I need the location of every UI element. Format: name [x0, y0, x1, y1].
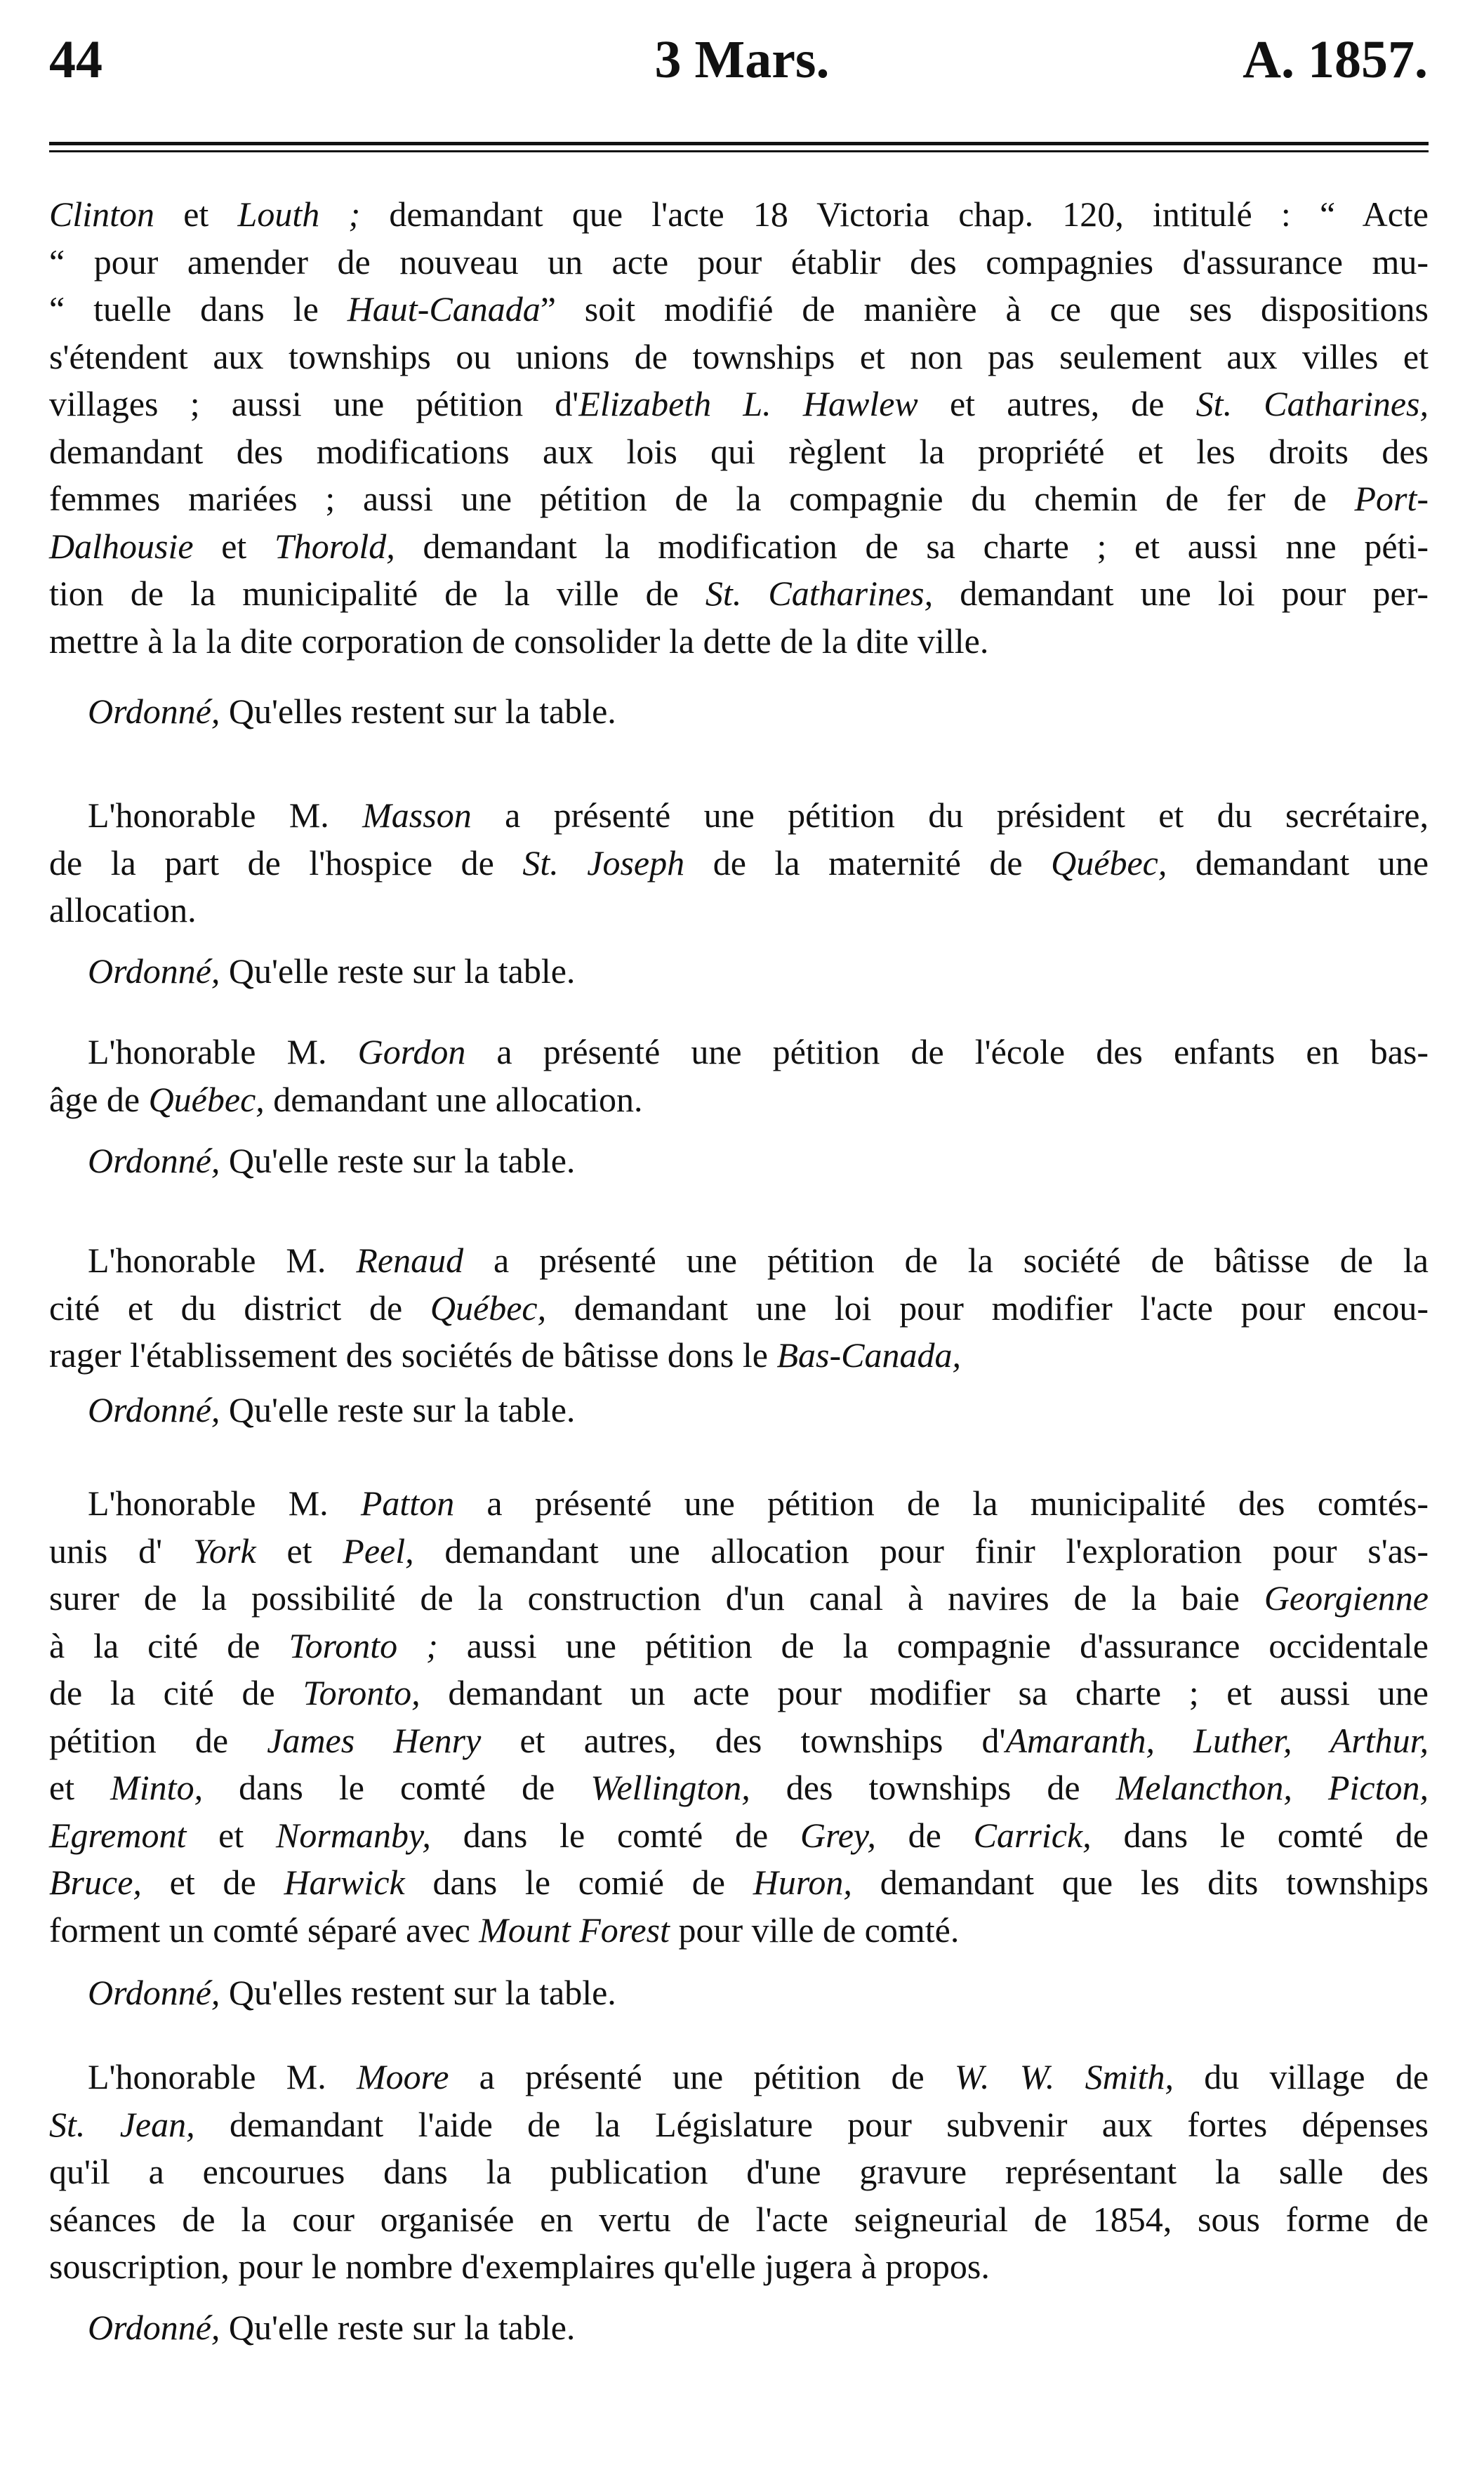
italic-text: Georgienne — [1264, 1578, 1429, 1618]
text-run: Qu'elles restent sur la table. — [220, 692, 616, 731]
text-run: forment un comté séparé avec — [49, 1910, 479, 1950]
text-run: a présenté une pétition de la municipalité des comtés- — [454, 1483, 1429, 1523]
italic-text: Dalhousie — [49, 526, 194, 566]
text-run: âge de — [49, 1079, 149, 1119]
text-run: demandant que l'acte 18 Victoria chap. 120, intitulé : “ Acte — [360, 194, 1429, 234]
text-line — [49, 475, 1429, 523]
text-run: demandant une — [1167, 842, 1429, 883]
text-run: qu'il a encourues dans la publication d'une gravure représentant la salle des — [49, 2152, 1429, 2191]
text-line — [49, 1528, 1429, 1575]
petition-paragraph — [49, 792, 1429, 934]
text-run: à la cité de — [49, 1625, 289, 1665]
text-line — [49, 1480, 1429, 1528]
text-run: dans le comté de — [430, 1815, 800, 1855]
italic-text: Amaranth, Luther, Arthur, — [1005, 1720, 1429, 1760]
text-run: du village de — [1173, 2057, 1429, 2096]
italic-text: Québec, — [148, 1079, 265, 1119]
italic-text: Toronto ; — [289, 1625, 438, 1665]
italic-text: St. Catharines, — [705, 574, 934, 613]
text-line — [49, 1332, 1429, 1380]
text-run: a présenté une pétition de la société de bâtisse de la — [463, 1241, 1429, 1280]
text-run: a présenté une pétition de l'école des enfants en bas- — [465, 1032, 1429, 1071]
text-line — [49, 792, 1429, 840]
text-line — [49, 381, 1429, 428]
text-line — [49, 2243, 1429, 2291]
text-run: ” soit modifié de manière à ce que ses dispositions — [540, 289, 1429, 329]
ordonne-line — [88, 688, 616, 736]
petition-paragraph — [49, 1237, 1429, 1380]
italic-text: Ordonné, — [88, 1390, 220, 1429]
page-number: 44 — [49, 30, 102, 89]
text-line — [49, 523, 1429, 571]
italic-text: St. Jean, — [49, 2104, 195, 2144]
page-date: 3 Mars. — [654, 30, 830, 89]
text-run: Qu'elles restent sur la table. — [220, 1973, 616, 2012]
text-line — [49, 1859, 1429, 1907]
italic-text: Grey, — [800, 1815, 876, 1855]
italic-text: Bas-Canada, — [776, 1335, 961, 1375]
header-rule-thin — [49, 150, 1429, 152]
text-run: demandant une loi pour per- — [933, 574, 1429, 613]
text-run: villages ; aussi une pétition d' — [49, 384, 579, 423]
text-run: demandant des modifications aux lois qui règlent la propriété et les droits des — [49, 431, 1429, 471]
text-run: surer de la possibilité de la construction d'un canal à navires de la baie — [49, 1578, 1264, 1618]
text-line — [49, 1237, 1429, 1285]
text-run: unis d' — [49, 1531, 193, 1571]
text-run: et autres, de — [917, 384, 1196, 423]
italic-text: York — [192, 1531, 256, 1571]
text-run: Qu'elle reste sur la table. — [220, 1390, 576, 1429]
text-line — [49, 2101, 1429, 2149]
italic-text: Melancthon, Picton, — [1115, 1768, 1429, 1807]
text-run: rager l'établissement des sociétés de bâtisse dons le — [49, 1335, 777, 1375]
text-run: et — [256, 1531, 343, 1571]
italic-text: W. W. Smith, — [954, 2057, 1174, 2096]
text-line — [49, 2148, 1429, 2196]
text-run: et de — [141, 1863, 284, 1902]
text-run: demandant un acte pour modifier sa charte ; et aussi une — [420, 1673, 1429, 1712]
italic-text: Ordonné, — [88, 951, 220, 991]
text-run: demandant la modification de sa charte ; et aussi nne péti- — [395, 526, 1429, 566]
italic-text: Moore — [356, 2057, 449, 2096]
italic-text: Port- — [1354, 479, 1429, 518]
ordonne-line — [88, 1387, 575, 1434]
ordonne-line — [88, 2304, 575, 2352]
italic-text: Ordonné, — [88, 1141, 220, 1180]
text-line — [49, 1670, 1429, 1717]
text-run: cité et du district de — [49, 1288, 430, 1328]
petition-paragraph — [49, 1029, 1429, 1123]
text-line — [49, 1717, 1429, 1765]
text-line — [49, 2054, 1429, 2101]
text-run: L'honorable M. — [88, 1032, 358, 1071]
text-run: “ pour amender de nouveau un acte pour établir des compagnies d'assurance mu- — [49, 242, 1429, 282]
text-run: et — [193, 526, 274, 566]
text-line — [49, 840, 1429, 887]
italic-text: Clinton — [49, 194, 155, 234]
text-line — [49, 333, 1429, 381]
petition-paragraph — [49, 2054, 1429, 2291]
text-line — [49, 2196, 1429, 2244]
text-run: aussi une pétition de la compagnie d'assurance occidentale — [437, 1625, 1429, 1665]
text-run: Qu'elle reste sur la table. — [220, 2308, 576, 2347]
petition-paragraph — [49, 1480, 1429, 1954]
text-line — [49, 887, 1429, 934]
italic-text: Patton — [360, 1483, 455, 1523]
text-run: “ tuelle dans le — [49, 289, 347, 329]
text-run: pétition de — [49, 1720, 267, 1760]
text-run: Qu'elle reste sur la table. — [220, 1141, 576, 1180]
text-run: et — [154, 194, 238, 234]
italic-text: St. Joseph — [522, 842, 685, 883]
text-line — [49, 1285, 1429, 1333]
text-run: séances de la cour organisée en vertu de l'acte seigneurial de 1854, sous forme de — [49, 2199, 1429, 2239]
text-run: de — [875, 1815, 974, 1855]
text-run: et — [49, 1768, 111, 1807]
text-run: et autres, des townships d' — [481, 1720, 1006, 1760]
italic-text: Louth ; — [237, 194, 361, 234]
italic-text: Ordonné, — [88, 1973, 220, 2012]
text-line — [49, 191, 1429, 239]
text-run: mettre à la la dite corporation de consolider la dette de la dite ville. — [49, 621, 989, 661]
text-run: dans le comté de — [203, 1768, 591, 1807]
text-line — [49, 618, 1429, 666]
text-run: dans le comié de — [404, 1863, 753, 1902]
italic-text: Ordonné, — [88, 692, 220, 731]
text-line — [49, 1907, 1429, 1955]
text-line — [49, 428, 1429, 476]
text-run: a présenté une pétition de — [449, 2057, 955, 2096]
text-line — [49, 1812, 1429, 1860]
italic-text: Thorold, — [274, 526, 395, 566]
text-line — [49, 1623, 1429, 1670]
italic-text: Québec, — [1051, 842, 1167, 883]
petition-paragraph — [49, 191, 1429, 665]
text-line — [49, 1764, 1429, 1812]
text-run: a présenté une pétition du président et du secrétaire, — [471, 795, 1429, 835]
text-run: et — [186, 1815, 277, 1855]
italic-text: Huron, — [753, 1863, 852, 1902]
italic-text: Haut-Canada — [347, 289, 541, 329]
text-run: demandant une allocation. — [264, 1079, 643, 1119]
text-line — [49, 570, 1429, 618]
text-run: dans le comté de — [1091, 1815, 1429, 1855]
text-run: des townships de — [750, 1768, 1116, 1807]
text-run: demandant que les dits townships — [852, 1863, 1429, 1902]
text-run: s'étendent aux townships ou unions de townships et non pas seulement aux villes et — [49, 336, 1429, 376]
ordonne-line — [88, 1137, 575, 1185]
italic-text: Peel, — [343, 1531, 414, 1571]
italic-text: Harwick — [284, 1863, 405, 1902]
text-run: de la maternité de — [684, 842, 1052, 883]
italic-text: Wellington, — [590, 1768, 750, 1807]
header-rule-thick — [49, 142, 1429, 145]
ordonne-line — [88, 948, 575, 996]
italic-text: Renaud — [356, 1241, 464, 1280]
text-line — [49, 1575, 1429, 1623]
text-run: demandant l'aide de la Législature pour subvenir aux fortes dépenses — [194, 2104, 1429, 2144]
italic-text: Egremont — [49, 1815, 187, 1855]
text-run: de la part de l'hospice de — [49, 842, 523, 883]
italic-text: Toronto, — [303, 1673, 420, 1712]
ordonne-line — [88, 1969, 616, 2017]
italic-text: James Henry — [267, 1720, 482, 1760]
text-run: allocation. — [49, 890, 197, 930]
text-run: souscription, pour le nombre d'exemplaires qu'elle jugera à propos. — [49, 2247, 990, 2286]
text-line — [49, 239, 1429, 286]
text-line — [49, 286, 1429, 333]
italic-text: Gordon — [357, 1032, 466, 1071]
text-run: demandant une loi pour modifier l'acte pour encou- — [546, 1288, 1429, 1328]
text-run: femmes mariées ; aussi une pétition de la compagnie du chemin de fer de — [49, 479, 1355, 518]
page-year: A. 1857. — [1243, 30, 1428, 89]
italic-text: Québec, — [430, 1288, 547, 1328]
text-run: de la cité de — [49, 1673, 303, 1712]
italic-text: Elizabeth L. Hawlew — [578, 384, 918, 423]
italic-text: Masson — [362, 795, 472, 835]
italic-text: Normanby, — [276, 1815, 431, 1855]
italic-text: Bruce, — [49, 1863, 142, 1902]
text-run: L'honorable M. — [88, 1483, 361, 1523]
text-run: pour ville de comté. — [669, 1910, 960, 1950]
italic-text: Minto, — [110, 1768, 204, 1807]
text-line — [49, 1029, 1429, 1076]
italic-text: Ordonné, — [88, 2308, 220, 2347]
text-run: L'honorable M. — [88, 2057, 357, 2096]
italic-text: Mount Forest — [479, 1910, 670, 1950]
text-line — [49, 1076, 1429, 1124]
italic-text: Carrick, — [973, 1815, 1092, 1855]
text-run: tion de la municipalité de la ville de — [49, 574, 705, 613]
text-run: L'honorable M. — [88, 1241, 357, 1280]
text-run: demandant une allocation pour finir l'exploration pour s'as- — [413, 1531, 1429, 1571]
text-run: Qu'elle reste sur la table. — [220, 951, 576, 991]
italic-text: St. Catharines, — [1195, 384, 1429, 423]
text-run: L'honorable M. — [88, 795, 363, 835]
